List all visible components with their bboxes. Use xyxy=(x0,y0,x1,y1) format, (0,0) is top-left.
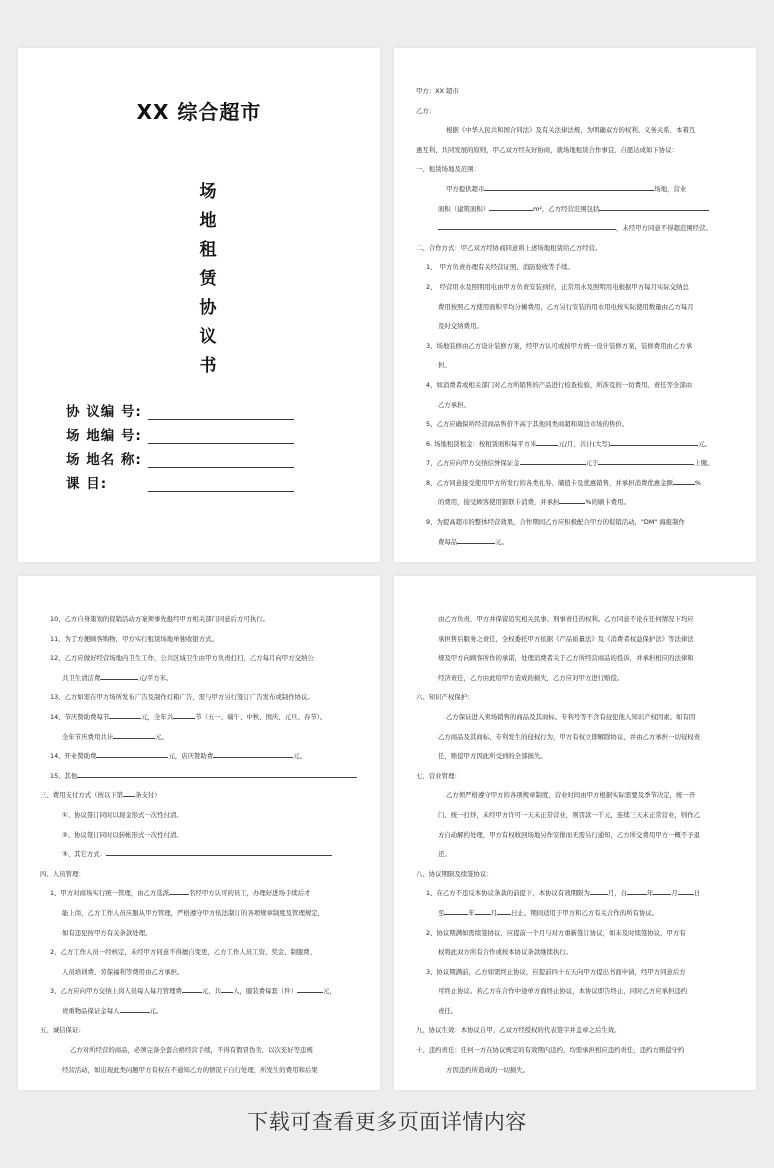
list-item-cont xyxy=(416,533,736,553)
blank xyxy=(610,438,698,446)
text: 元，共 xyxy=(201,987,222,996)
blank xyxy=(123,789,135,797)
vertical-title-char: 租 xyxy=(199,240,217,260)
list-item-cont xyxy=(416,904,736,924)
section-heading xyxy=(40,786,360,806)
blank xyxy=(106,848,332,856)
list-item-cont: 乙方承担。 xyxy=(438,400,470,409)
list-item: 5、乙方应确保所经营商品售价不高于其他同类商超和周边市场的售价。 xyxy=(426,420,629,429)
text: 元，店庆赞助费 xyxy=(168,752,214,761)
blank xyxy=(598,457,694,465)
list-item: 2、乙方工作人员一经核定，未经甲方同意不得擅自变更，乙方工作人员工资、奖金、制服费、 xyxy=(50,948,317,957)
vertical-title-char: 赁 xyxy=(199,269,217,289)
text: 元。 xyxy=(293,752,306,761)
paragraph: 由乙方负责，甲方并保留追究相关民事、刑事责任的权利。乙方同意不论在任何情况下均应 xyxy=(438,615,694,623)
section-heading: 七、营业管理： xyxy=(416,771,461,780)
list-item: 4、如消费者或相关部门对乙方所销售的产品进行检查检验，所涉及的一切费用、责任等全部由 xyxy=(426,380,693,389)
blank xyxy=(221,985,233,993)
list-item xyxy=(40,747,360,767)
text: 元于 xyxy=(585,459,599,468)
list-item xyxy=(416,454,736,474)
section-heading: 五、诚信保证： xyxy=(40,1026,85,1035)
blank xyxy=(559,496,585,504)
venue-name-blank xyxy=(148,452,294,468)
paragraph: 规及甲方向顾客所作的承诺，处理消费者关于乙方所经营商品的投诉，并承担相应的法律和 xyxy=(438,654,694,663)
section-heading: 四、人员管理： xyxy=(40,869,85,878)
blank xyxy=(520,457,586,465)
vertical-title-char: 议 xyxy=(199,327,217,347)
page-text xyxy=(416,82,736,552)
paragraph: 乙方须严格遵守甲方的各项规章制度，营业时间由甲方根据实际需要及季节决定，统一开 xyxy=(446,791,696,800)
section-heading: 九、协议生效：本协议自甲、乙双方经授权的代表签字并盖章之后生效。 xyxy=(416,1026,621,1035)
list-item: ①、协议签订同时以现金形式一次性付清。 xyxy=(62,810,183,819)
text: 费每品 xyxy=(438,537,458,546)
blank xyxy=(438,222,616,230)
text: 条支付） xyxy=(135,791,161,800)
blank xyxy=(182,985,202,993)
field-label: 课 目: xyxy=(66,476,108,492)
text: 面积（建筑面积） xyxy=(438,204,490,213)
list-item-cont: 能上岗，乙方工作人员应服从甲方管理，严格遵守甲方依法制订的各项规章制度及管理规定， xyxy=(62,908,325,917)
blank xyxy=(113,731,155,739)
blank xyxy=(653,887,671,895)
paragraph: 方自动解约处理，甲方有权收回场地另作安排而无需另行通知，乙方所交费用甲方一概不予退 xyxy=(438,830,701,839)
text: ，未经甲方同意不得超范围经营。 xyxy=(616,224,712,233)
blank xyxy=(96,750,168,758)
agreement-number-row xyxy=(66,396,356,420)
text: 月，自 xyxy=(607,889,628,898)
text: 元。 xyxy=(495,537,508,546)
list-item-cont: 如有违犯按甲方有关条款处理。 xyxy=(62,928,152,937)
text: 节（五一、端午、中秋、国庆、元旦、春节）。 xyxy=(195,712,327,721)
text: 三、费用支付方式（按以下第 xyxy=(40,791,124,800)
paragraph: 经营活动，如出现此类问题甲方有权在不通知乙方的情况下自行处理，所发生的费用和后果 xyxy=(62,1065,318,1074)
vertical-title xyxy=(196,178,220,381)
paragraph: 惠互利、共同发展的原则，甲乙双方经友好协商，就场地租赁合作事宜，自愿达成如下协议： xyxy=(416,145,679,154)
vertical-title-char: 书 xyxy=(199,356,217,376)
list-item: 11、为了方便顾客购物，甲方实行租赁场地单独收银方式。 xyxy=(50,634,218,643)
blank xyxy=(109,711,141,719)
blank xyxy=(173,711,195,719)
text: 上缴。 xyxy=(694,459,714,468)
text: 日止。期间适用于甲方和乙方有关合作的所有协议。 xyxy=(511,908,659,917)
text: 共卫生清洁费 xyxy=(62,673,101,682)
list-item-cont xyxy=(40,669,360,689)
field-label: 协 议编 号: xyxy=(66,404,142,420)
text: ③、其它方式： xyxy=(62,850,107,859)
vertical-title-char: 场 xyxy=(199,182,217,202)
list-item: 13、乙方如需在甲方场所发布广告及制作灯箱广告，需与甲方另行签订广告发布或制作协议。 xyxy=(50,693,314,702)
text: 全年节庆费用共计 xyxy=(62,732,114,741)
paragraph xyxy=(416,200,736,220)
list-item xyxy=(40,708,360,728)
text: 14、节庆赞助费每节 xyxy=(50,712,110,721)
text: 元。 xyxy=(149,1006,163,1015)
paragraph: 还。 xyxy=(438,850,451,859)
text: 名经甲方认可的员工，办理好进场手续后才 xyxy=(189,889,311,898)
blank xyxy=(497,907,511,915)
blank xyxy=(475,907,491,915)
list-item-cont xyxy=(416,493,736,513)
agreement-page-4 xyxy=(394,576,756,1090)
text: 月 xyxy=(671,889,678,898)
list-item: 1、 甲方负责办理有关经营证照、消防验收等手续。 xyxy=(426,263,574,272)
paragraph: 乙方保证进入卖场销售的商品及其商标、专利号等不含有侵犯他人知识产权因素。如有因 xyxy=(446,712,696,721)
blank xyxy=(489,203,533,211)
list-item xyxy=(40,982,360,1002)
text: m²，乙方经营范围包括 xyxy=(533,204,600,213)
blank xyxy=(536,438,558,446)
text: 6. 场地租赁租金：按租赁面积每平方米 xyxy=(426,439,537,448)
paragraph: 方因违约所造成的一切损失。 xyxy=(446,1065,530,1074)
list-item xyxy=(40,767,360,787)
text: 元/平方米。 xyxy=(138,673,173,682)
venue-number-blank xyxy=(148,428,294,444)
blank xyxy=(120,1005,150,1013)
text: 14、开业赞助费 xyxy=(50,752,97,761)
agreement-page-3 xyxy=(18,576,380,1090)
section-heading: 二、合作方式：甲乙双方经协商同意将上述场地租赁给乙方经营。 xyxy=(416,243,602,252)
list-item-cont xyxy=(40,728,360,748)
text: 场地，营业 xyxy=(654,184,687,193)
blank xyxy=(100,672,138,680)
blank xyxy=(444,907,468,915)
field-label: 场 地名 称: xyxy=(66,452,142,468)
party-b: 乙方： xyxy=(416,106,436,115)
page-text xyxy=(416,610,736,1080)
field-label: 场 地编 号: xyxy=(66,428,142,444)
agreement-page-2 xyxy=(394,48,756,562)
paragraph: 门、统一打烊，未经甲方许可一天未正常营业，则罚款一千元，连续三天未正常营业，则作乙 xyxy=(438,810,701,819)
subject-blank xyxy=(148,476,294,492)
paragraph: 经济责任，乙方由此给甲方造成的损失，乙方应对甲方进行赔偿。 xyxy=(438,673,624,682)
text: 元， xyxy=(322,987,336,996)
text: 日 xyxy=(693,889,701,898)
text: 8、乙方同意接受使用甲方所发行的各类礼券、储值卡及优惠销售，并承担消费优惠金额 xyxy=(426,478,673,487)
page-text xyxy=(40,610,360,1080)
section-heading: 八、协议期限及续签协议： xyxy=(416,869,493,878)
text: 元，全年共 xyxy=(141,712,174,721)
section-heading: 一、租赁场地及范围： xyxy=(416,165,480,174)
paragraph: 任，赔偿甲方因此所受到的全部损失。 xyxy=(438,752,547,761)
list-item xyxy=(40,884,360,904)
blank xyxy=(297,985,323,993)
cover-meta-fields xyxy=(66,396,356,492)
text: 的费用，接受顾客使用银联卡消费，并承担 xyxy=(438,498,560,507)
paragraph: 乙方商品及其商标、专利发生的侵权行为，甲方有权立即解除协议，并由乙方承担一切侵权责 xyxy=(438,732,701,741)
list-item xyxy=(416,435,736,455)
list-item: 2、 经营用水及照明用电由甲方负责安装到位，正常用水及照明用电根据甲方每月实际交纳总 xyxy=(426,282,689,291)
list-item-cont: 责任。 xyxy=(438,1006,458,1015)
cover-title: XX 综合超市 xyxy=(136,100,262,124)
venue-number-row xyxy=(66,420,356,444)
text: 甲方提供超市 xyxy=(446,184,485,193)
paragraph: 乙方对所经营的商品，必须完备全套合格经营手续，不得有假冒伪劣，以次充好等违规 xyxy=(70,1046,313,1055)
section-heading: 六、知识产权保护： xyxy=(416,693,474,702)
paragraph: 承担售后服务之责任，全权委托甲方依据《产品质量法》及《消费者权益保护法》等法律法 xyxy=(438,634,694,643)
blank xyxy=(77,770,357,778)
text: 3、乙方应向甲方交纳上岗人员每人每月管理费 xyxy=(50,987,182,996)
list-item-cont: 及时交纳费用。 xyxy=(438,322,483,331)
agreement-number-blank xyxy=(148,404,294,420)
list-item: 2、协议期满如需续签协议，应提前一个月与对方重新签订协议，如未及时续签协议，甲方有 xyxy=(426,928,686,937)
subject-row xyxy=(66,468,356,492)
text: %的刷卡费用。 xyxy=(585,498,630,507)
list-item-cont: 担。 xyxy=(438,361,451,370)
blank xyxy=(599,203,709,211)
vertical-title-char: 协 xyxy=(199,298,217,318)
list-item-cont xyxy=(40,1002,360,1022)
text: 元。 xyxy=(698,439,712,448)
text: 年 xyxy=(647,889,654,898)
list-item-cont: 费用按照乙方使用面积平均分摊费用，乙方另行安装的用水用电按实际使用数量由乙方每月 xyxy=(438,302,694,311)
text: 1、甲方对商场实行统一管理，由乙方选派 xyxy=(50,889,170,898)
list-item-cont: 权将此双方所有合作或按本协议条款继续执行。 xyxy=(438,948,573,957)
list-item-cont: 可终止协议。若乙方在合作中途单方面终止协议，本协议即告终止，同时乙方应承担违约 xyxy=(438,987,688,996)
text: 元。 xyxy=(155,732,168,741)
text: 年 xyxy=(468,908,475,917)
blank xyxy=(169,887,189,895)
list-item: 3、协议期满前，乙方如需终止协议，应提前四十五天向甲方提出书面申请，经甲方同意后方 xyxy=(426,967,686,976)
list-item: ②、协议签订同时以转帐形式一次性付清。 xyxy=(62,830,183,839)
party-a: 甲方：XX 超市 xyxy=(416,87,459,95)
text: 月 xyxy=(490,908,498,917)
list-item xyxy=(416,474,736,494)
cover-page xyxy=(18,48,380,562)
list-item xyxy=(40,845,360,865)
text: 元/月，共计(大写) xyxy=(558,439,611,448)
section-heading: 十、违约责任：任何一方在协议规定的有效期内违约，均需承担相应违约责任，违约方赔偿守约 xyxy=(416,1046,685,1055)
blank xyxy=(457,536,495,544)
blank xyxy=(213,750,293,758)
list-item-cont: 人员培训费、劳保福利等费用由乙方承担。 xyxy=(62,967,184,976)
text: 至 xyxy=(438,908,445,917)
paragraph xyxy=(416,180,736,200)
text: 1、在乙方不违反本协议条款的前提下，本协议有效期限为 xyxy=(426,889,590,898)
text: 15、其他 xyxy=(50,771,78,780)
paragraph xyxy=(416,219,736,239)
list-item: 10、乙方自身策划的促销活动方案须事先报经甲方相关部门同意后方可执行。 xyxy=(50,615,270,623)
list-item xyxy=(416,884,736,904)
list-item: 9、为提高超市的整体经营效果，合作期间乙方应积极配合甲方的促销活动，"DM" 海报制作 xyxy=(426,518,685,527)
blank xyxy=(484,183,654,191)
blank xyxy=(678,887,694,895)
text: 贵重物品保证金每人 xyxy=(62,1006,120,1015)
list-item: 3、场地装修由乙方设计装修方案，经甲方认可或按甲方统一设计装修方案，装修费用由乙方承 xyxy=(426,341,693,350)
text: 7、乙方应向甲方交纳信誉保证金 xyxy=(426,459,520,468)
download-hint: 下载可查看更多页面详情内容 xyxy=(247,1110,527,1134)
vertical-title-char: 地 xyxy=(199,211,217,231)
text: 人，服装费每套（件） xyxy=(233,987,297,996)
blank xyxy=(627,887,647,895)
blank xyxy=(590,887,608,895)
text: % xyxy=(694,478,701,487)
venue-name-row xyxy=(66,444,356,468)
list-item: 12、乙方应做好经营场地内卫生工作，公共区域卫生由甲方负责打扫，乙方每月向甲方交纳公 xyxy=(50,654,314,663)
blank xyxy=(673,477,695,485)
paragraph: 根据《中华人民共和国合同法》及有关法律法规，为明确双方的权利、义务关系，本着互 xyxy=(446,126,696,135)
